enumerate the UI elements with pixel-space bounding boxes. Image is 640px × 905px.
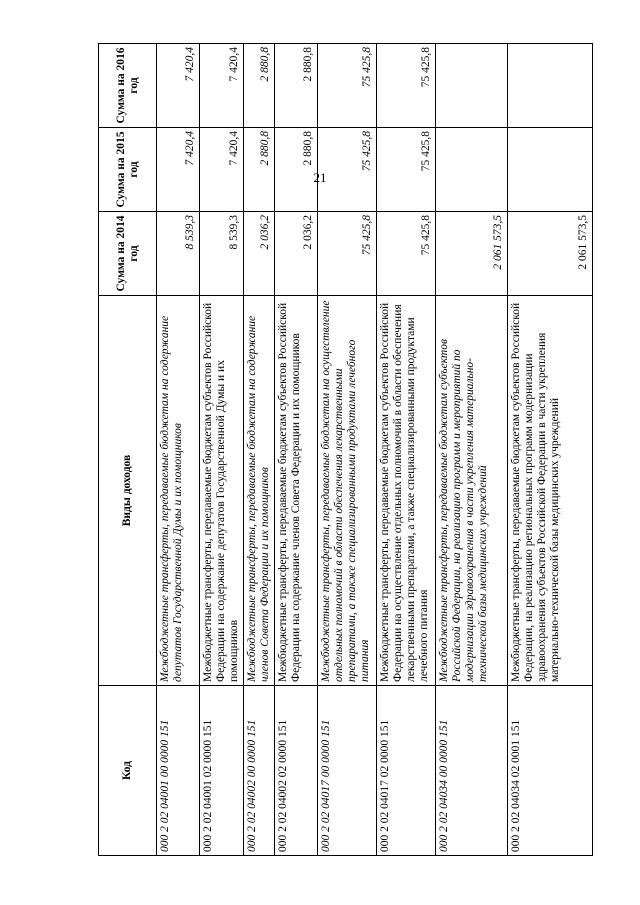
header-2016: Сумма на 2016 год — [99, 44, 157, 128]
row-description: Межбюджетные трансферты, передаваемые бюджетам на осуществление отдельных полномочий в области обеспечения лекарственными препаратами, а также специализированными продуктами лечебного питания — [318, 296, 377, 686]
row-description: Межбюджетные трансферты, передаваемые бюджетам субъектов Российской Федерации на содержание депутатов Государственной Думы и их помощников — [200, 296, 244, 686]
table-row — [508, 44, 593, 856]
row-amount-2016: 2 880,8 — [244, 44, 275, 128]
row-code: 000 2 02 04017 00 0000 151 — [318, 686, 377, 856]
row-amount-2015: 75 425,8 — [377, 128, 436, 212]
row-amount-2015 — [508, 128, 593, 212]
rotated-table-area — [98, 44, 589, 856]
table-row — [275, 44, 318, 856]
row-description: Межбюджетные трансферты, передаваемые бюджетам субъектов Российской Федерации на содержание членов Совета Федерации и их помощников — [275, 296, 318, 686]
table-row — [318, 44, 377, 856]
header-2014: Сумма на 2014 год — [99, 212, 157, 296]
row-amount-2014: 2 061 573,5 — [508, 212, 593, 296]
row-amount-2016 — [508, 44, 593, 128]
table-row — [200, 44, 244, 856]
row-amount-2016 — [436, 44, 508, 128]
row-amount-2015: 2 880,8 — [244, 128, 275, 212]
row-amount-2014: 2 036,2 — [244, 212, 275, 296]
row-amount-2014: 8 539,3 — [200, 212, 244, 296]
row-amount-2014: 75 425,8 — [318, 212, 377, 296]
table-header-row — [99, 44, 157, 856]
row-description: Межбюджетные трансферты, передаваемые бюджетам на содержание членов Совета Федерации и их помощников — [244, 296, 275, 686]
page-number: 21 — [313, 170, 327, 185]
table-body — [157, 44, 593, 856]
row-amount-2016: 7 420,4 — [157, 44, 200, 128]
row-amount-2015: 7 420,4 — [157, 128, 200, 212]
row-amount-2015 — [436, 128, 508, 212]
row-amount-2015: 75 425,8 — [318, 128, 377, 212]
row-amount-2014: 2 036,2 — [275, 212, 318, 296]
rotated-table-frame — [98, 44, 589, 856]
row-code: 000 2 02 04001 02 0000 151 — [200, 686, 244, 856]
row-amount-2016: 75 425,8 — [318, 44, 377, 128]
row-code: 000 2 02 04034 00 0000 151 — [436, 686, 508, 856]
row-description: Межбюджетные трансферты, передаваемые бюджетам на содержание депутатов Государственной Думы и их помощников — [157, 296, 200, 686]
row-description: Межбюджетные трансферты, передаваемые бюджетам субъектов Российской Федерации, на реализацию региональных программ модернизации здравоохранения субъектов Российской Федерации в части укрепления материально-технической базы медицинских учреждений — [508, 296, 593, 686]
row-amount-2016: 2 880,8 — [275, 44, 318, 128]
row-code: 000 2 02 04001 00 0000 151 — [157, 686, 200, 856]
table-row — [436, 44, 508, 856]
header-2015: Сумма на 2015 год — [99, 128, 157, 212]
table-row — [157, 44, 200, 856]
row-amount-2016: 75 425,8 — [377, 44, 436, 128]
row-code: 000 2 02 04034 02 0001 151 — [508, 686, 593, 856]
table-row — [377, 44, 436, 856]
row-code: 000 2 02 04002 02 0000 151 — [275, 686, 318, 856]
row-code: 000 2 02 04002 00 0000 151 — [244, 686, 275, 856]
revenue-table — [98, 43, 593, 856]
table-row — [244, 44, 275, 856]
row-amount-2014: 8 539,3 — [157, 212, 200, 296]
row-description: Межбюджетные трансферты, передаваемые бюджетам субъектов Российской Федерации на осуществление отдельных полномочий в области обеспечения лекарственными препаратами, а также специализированными продуктами лечебного питания — [377, 296, 436, 686]
row-description: Межбюджетные трансферты, передаваемые бюджетам субъектов Российской Федерации, на реализацию программ и мероприятий по модернизации здравоохранения в части укрепления материально-технической базы медицинских учреждений — [436, 296, 508, 686]
header-description: Виды доходов — [99, 296, 157, 686]
row-amount-2014: 2 061 573,5 — [436, 212, 508, 296]
row-amount-2014: 75 425,8 — [377, 212, 436, 296]
row-amount-2015: 7 420,4 — [200, 128, 244, 212]
header-code: Код — [99, 686, 157, 856]
row-amount-2016: 7 420,4 — [200, 44, 244, 128]
row-amount-2015: 2 880,8 — [275, 128, 318, 212]
row-code: 000 2 02 04017 02 0000 151 — [377, 686, 436, 856]
